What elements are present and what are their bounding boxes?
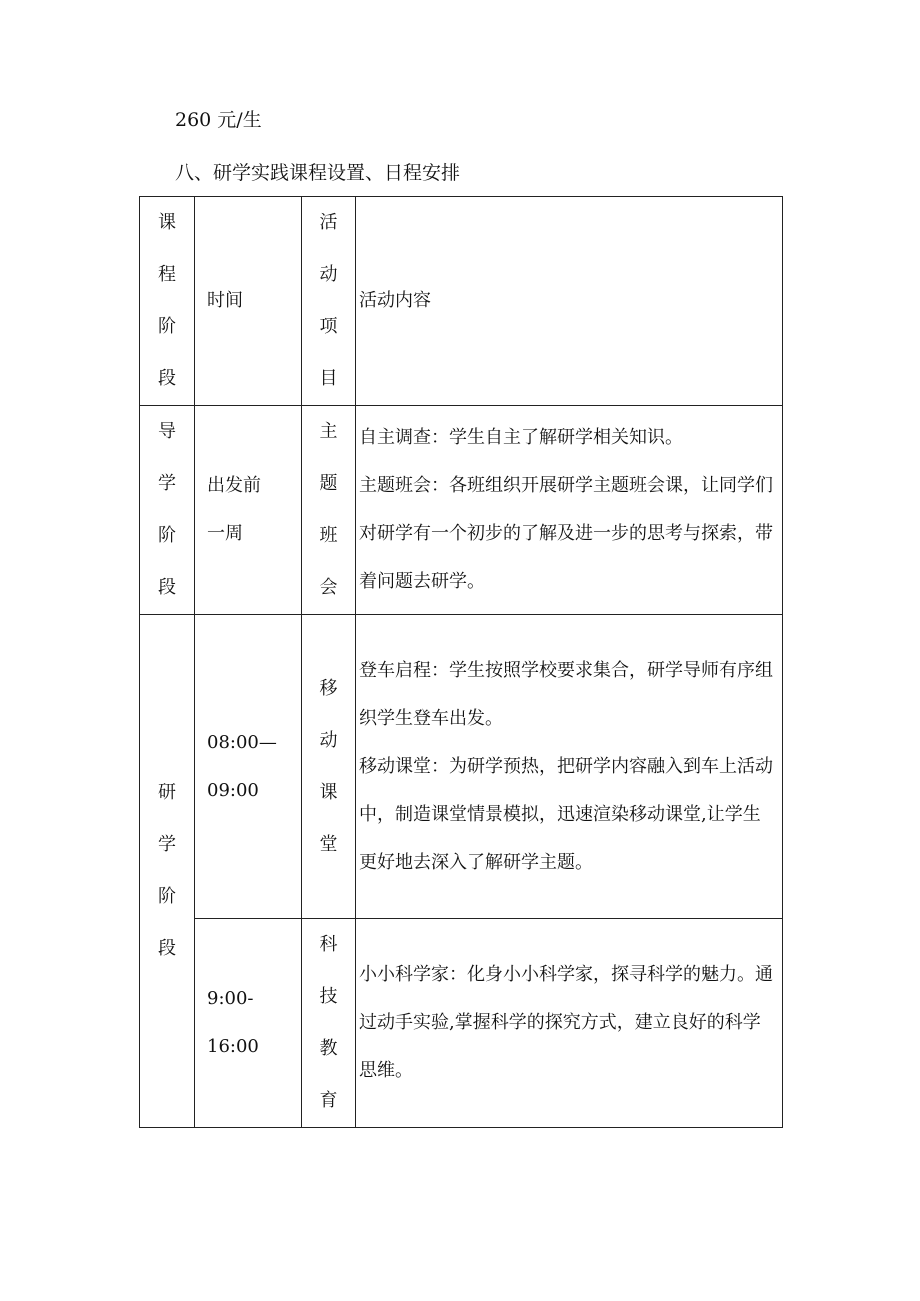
stage-label: 导学阶段 <box>158 421 176 598</box>
schedule-table <box>139 196 783 1128</box>
header-cell-time <box>195 197 302 406</box>
time-label: 出发前 一周 <box>207 475 261 544</box>
activity-label: 科技教育 <box>319 934 338 1111</box>
content-paragraph: 自主调查：学生自主了解研学相关知识。 <box>359 427 683 448</box>
header-cell-activity <box>302 197 356 406</box>
stage-cell <box>140 615 195 1128</box>
header-activity-label: 活动项目 <box>319 212 338 389</box>
price-line: 260 元/生 <box>175 109 262 131</box>
header-cell-content <box>356 197 783 406</box>
content-cell <box>356 919 783 1128</box>
header-time-label: 时间 <box>207 290 243 311</box>
table-row <box>140 406 783 615</box>
activity-cell <box>302 615 356 919</box>
table-row <box>140 615 783 919</box>
content-paragraph: 登车启程：学生按照学校要求集合，研学导师有序组织学生登车出发。 <box>359 659 773 729</box>
content-paragraph: 小小科学家：化身小小科学家，探寻科学的魅力。通过动手实验,掌握科学的探究方式，建立良好的科学思维。 <box>359 964 773 1081</box>
header-cell-stage <box>140 197 195 406</box>
activity-cell <box>302 406 356 615</box>
time-cell <box>195 919 302 1128</box>
activity-cell <box>302 919 356 1128</box>
stage-cell <box>140 406 195 615</box>
header-content-label: 活动内容 <box>359 290 431 311</box>
content-cell <box>356 615 783 919</box>
header-stage-label: 课程阶段 <box>158 212 176 389</box>
stage-label: 研学阶段 <box>158 782 176 959</box>
content-paragraph: 移动课堂：为研学预热，把研学内容融入到车上活动中，制造课堂情景模拟，迅速渲染移动课堂,让学生更好地去深入了解研学主题。 <box>359 755 773 873</box>
time-label: 9:00- 16:00 <box>207 988 259 1057</box>
table-row <box>140 919 783 1128</box>
time-cell <box>195 406 302 615</box>
activity-label: 移动课堂 <box>319 677 338 855</box>
time-cell <box>195 615 302 919</box>
section-heading: 八、研学实践课程设置、日程安排 <box>175 162 461 184</box>
activity-label: 主题班会 <box>319 421 338 598</box>
time-label: 08:00— 09:00 <box>207 731 277 801</box>
table-header-row <box>140 197 783 406</box>
content-cell <box>356 406 783 615</box>
content-paragraph: 主题班会：各班组织开展研学主题班会课，让同学们对研学有一个初步的了解及进一步的思考与探索，带着问题去研学。 <box>359 475 773 592</box>
